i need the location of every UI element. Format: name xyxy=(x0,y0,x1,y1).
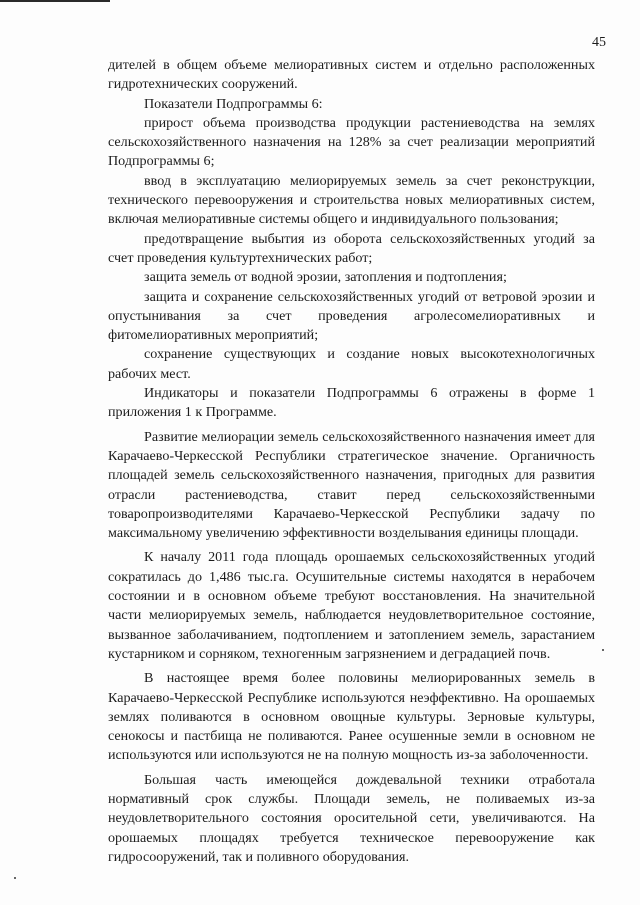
paragraph-equipment: Большая часть имеющейся дождевальной техники отработала нормативный срок службы. Площади земель, не поливаемых из-за неудовлетворительного состояния оросительной сети, увеличиваются. На орошаемых площадях требуется техническое перевооружение как гидросооружений, так и поливного оборудования. xyxy=(108,771,595,865)
body-text xyxy=(108,56,595,867)
list-item-wind-erosion: защита и сохранение сельскохозяйственных угодий от ветровой эрозии и опустынивания за счет проведения агролесомелиоративных и фитомелиоративных мероприятий; xyxy=(108,288,595,344)
list-item-water-erosion: защита земель от водной эрозии, затопления и подтопления; xyxy=(144,269,507,286)
page-number: 45 xyxy=(592,35,606,50)
scan-speck xyxy=(14,877,16,879)
scan-speck xyxy=(602,649,604,651)
paragraph-current-state: В настоящее время более половины мелиорированных земель в Карачаево-Черкесской Республике используются неэффективно. На орошаемых землях поливаются в основном овощные культуры. Зерновые культуры, сенокосы и пастбища не поливаются. Ранее осушенные земли в основном не используются или используются не на полную мощность из-за заболоченности. xyxy=(108,670,595,764)
paragraph-indicators-heading: Показатели Подпрограммы 6: xyxy=(144,95,323,112)
paragraph-indicators-reference: Индикаторы и показатели Подпрограммы 6 отражены в форме 1 приложения 1 к Программе. xyxy=(108,385,595,421)
paragraph-melioration-development: Развитие мелиорации земель сельскохозяйственного назначения имеет для Карачаево-Черкесской Республики стратегическое значение. Органичность площадей земель сельскохозяйственного назначения, пригодных для развития отрасли растениеводства, ставит перед сельскохозяйственными товаропроизводителями Карачаево-Черкесской Республики задачу по максимальному увеличению эффективности возделывания единицы площади. xyxy=(108,428,595,542)
paragraph-continuation: дителей в общем объеме мелиоративных систем и отдельно расположенных гидротехнических сооружений. xyxy=(108,57,595,93)
paragraph-irrigated-land-2011: К началу 2011 года площадь орошаемых сельскохозяйственных угодий сократилась до 1,486 тыс.га. Осушительные системы находятся в нерабочем состоянии и в основном объеме требуют восстановления. На значительной части мелиорируемых земель, наблюдается неудовлетворительное состояние, вызванное заболачиванием, подтоплением и затоплением земель, зарастанием кустарником и сорняком, техногенным загрязнением и деградацией почв. xyxy=(108,549,595,662)
list-item-jobs: сохранение существующих и создание новых высокотехнологичных рабочих мест. xyxy=(108,346,595,382)
list-item-prevent-withdrawal: предотвращение выбытия из оборота сельскохозяйственных угодий за счет проведения культуртехнических работ; xyxy=(108,230,595,266)
list-item-production-growth: прирост объема производства продукции растениеводства на землях сельскохозяйственного назначения на 128% за счет реализации мероприятий Подпрограммы 6; xyxy=(108,114,595,170)
top-edge-rule xyxy=(0,0,110,2)
list-item-land-commissioning: ввод в эксплуатацию мелиорируемых земель за счет реконструкции, технического перевооружения и строительства новых мелиоративных систем, включая мелиоративные системы общего и индивидуального пользования; xyxy=(108,172,595,228)
